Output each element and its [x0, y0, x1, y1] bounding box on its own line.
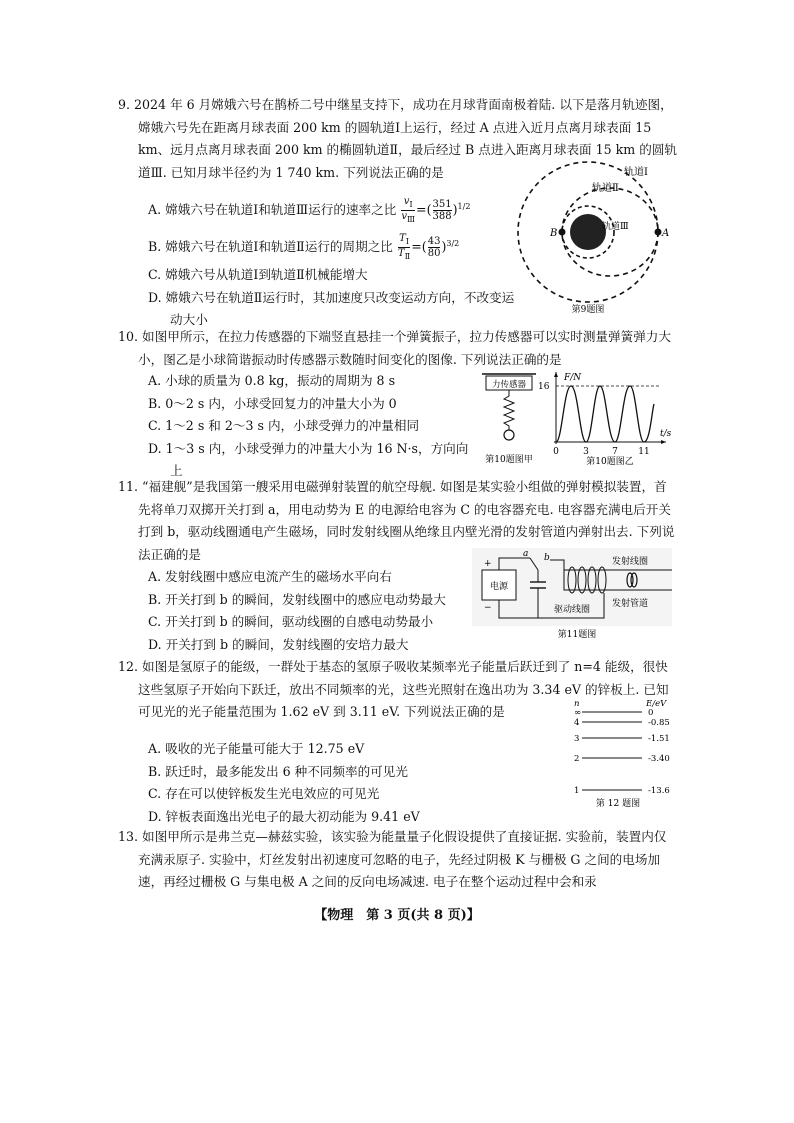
tick-0: 0 — [553, 447, 559, 457]
q9-b-eq: =( — [411, 239, 427, 255]
q9-b-t1: T — [399, 233, 406, 245]
q9-a-text: A. 嫦娥六号在轨道Ⅰ和轨道Ⅲ运行的速率之比 — [148, 202, 397, 218]
level-1-n: 1 — [574, 786, 580, 796]
point-b-dot — [559, 229, 566, 236]
q11-option-d: D. 开关打到 b 的瞬间，发射线圈的安培力最大 — [148, 636, 409, 652]
q12-caption: 第 12 题图 — [595, 799, 641, 809]
x-arrow — [661, 440, 666, 444]
tick-3: 3 — [583, 447, 589, 457]
orbit-2-label: 轨道Ⅱ — [592, 183, 619, 194]
q11-stem: 11. “福建舰”是我国第一艘采用电磁弹射装置的航空母舰. 如图是某实验小组做的弹射模拟装置，首先将单刀双掷开关打到 a，用电动势为 E 的电源给电容为 C 的电容器充电. 电容器充满电后开关打到 b，驱动线圈通电产生磁场，同时发射线圈从绝缘且内壁光滑的发射管道内弹射出去. 下列说法正确的是 — [118, 479, 675, 562]
switch-b-label: b — [544, 553, 550, 563]
orbit-1-label: 轨道Ⅰ — [624, 167, 648, 178]
q9-b-fraction — [428, 236, 441, 259]
q12-option-a: A. 吸收的光子能量可能大于 12.75 eV — [148, 741, 365, 756]
q10-option-b: B. 0～2 s 内，小球受回复力的冲量大小为 0 — [148, 395, 397, 411]
q9-a-exp: 1/2 — [457, 202, 471, 211]
q9-b-t2: T — [397, 248, 405, 260]
q9-option-c: C. 嫦娥六号从轨道Ⅰ到轨道Ⅱ机械能增大 — [148, 267, 368, 283]
q9-stem: 9. 2024 年 6 月嫦娥六号在鹊桥二号中继星支持下，成功在月球背面南极着陆. 以下是落月轨迹图，嫦娥六号先在距离月球表面 200 km 的圆轨道Ⅰ上运行，经过 A 点进入近月点离月球表面 15 km、远月点离月球表面 200 km 的椭圆轨道Ⅱ，最后经过 B 点进入距离月球表面 15 km 的圆轨道Ⅲ. 已知月球半径约为 1 740 km. 下列说法正确的是 — [118, 97, 678, 180]
tube-label: 发射管道 — [612, 599, 649, 609]
q10-stem: 10. 如图甲所示，在拉力传感器的下端竖直悬挂一个弹簧振子，拉力传感器可以实时测量弹簧弹力大小，图乙是小球简谐振动时传感器示数随时间变化的图像. 下列说法正确的是 — [118, 329, 671, 367]
force-curve — [556, 386, 654, 442]
launch-coil-label: 发射线圈 — [612, 557, 649, 567]
y-axis-label: F/N — [564, 373, 582, 383]
q10-option-d: D. 1～3 s 内，小球受弹力的冲量大小为 16 N·s，方向向上 — [148, 440, 469, 478]
q9-a-sub1: Ⅰ — [409, 199, 413, 210]
level-1-e: -13.6 — [648, 786, 670, 796]
q11-caption: 第11题图 — [557, 630, 597, 640]
q9-a-fraction — [433, 199, 452, 222]
tick-7: 7 — [612, 447, 618, 457]
level-3-n: 3 — [574, 734, 580, 744]
q9-a-close: ) — [452, 202, 458, 218]
q9-a-v3: v — [401, 211, 407, 223]
q12-option-b: B. 跃迁时，最多能发出 6 种不同频率的可见光 — [148, 763, 408, 779]
page-footer: 【物理 第 3 页(共 8 页)】 — [314, 908, 480, 923]
level-4-e: -0.85 — [648, 718, 670, 728]
q9-b-text: B. 嫦娥六号在轨道Ⅰ和轨道Ⅱ运行的周期之比 — [148, 239, 393, 255]
q9-option-b — [148, 227, 518, 264]
q12-options — [118, 738, 498, 828]
level-2-e: -3.40 — [648, 754, 670, 764]
point-a-label: A — [662, 228, 670, 239]
moon — [570, 214, 606, 250]
y-arrow — [554, 372, 558, 377]
q10-option-a: A. 小球的质量为 0.8 kg，振动的周期为 8 s — [148, 373, 396, 388]
level-inf-n: ∞ — [574, 708, 582, 718]
sensor-label: 力传感器 — [491, 380, 527, 390]
q9-b-fd: 80 — [427, 248, 441, 260]
switch-a-label: a — [523, 549, 529, 559]
q9-options — [118, 190, 518, 332]
q12-stem: 12. 如图是氢原子的能级，一群处于基态的氢原子吸收某频率光子能量后跃迁到了 n=4 能级，很快这些氢原子开始向下跃迁，放出不同频率的光，这些光照射在逸出功为 3.34 eV 的锌板上. 已知可见光的光子能量范围为 1.62 eV 到 3.11 eV. 下列说法正确的是 — [118, 659, 669, 719]
tick-11: 11 — [638, 447, 650, 457]
q13-stem: 13. 如图甲所示是弗兰克—赫兹实验，该实验为能量量子化假设提供了直接证据. 实验前，装置内仅充满汞原子. 实验中，灯丝发射出初速度可忽略的电子，先经过阴极 K 与栅极 G 之间的电场加速，再经过栅极 G 与集电极 A 之间的反向电场减速. 电子在整个运动过程中会和汞 — [118, 829, 667, 889]
drive-coil-label: 驱动线圈 — [554, 605, 591, 615]
q12-option-c: C. 存在可以使锌板发生光电效应的可见光 — [148, 786, 380, 801]
y-max-label: 16 — [538, 382, 550, 392]
q11-option-c: C. 开关打到 b 的瞬间，驱动线圈的自感电动势最小 — [148, 614, 434, 629]
q9-option-d: D. 嫦娥六号在轨道Ⅱ运行时，其加速度只改变运动方向，不改变运动大小 — [148, 289, 515, 328]
energy-header: E/eV — [646, 699, 667, 709]
point-a-dot — [655, 229, 662, 236]
x-axis-label: t/s — [660, 429, 672, 439]
minus-label: − — [484, 603, 492, 613]
orbit-3-label: 轨道Ⅲ — [602, 222, 629, 232]
point-b-label: B — [550, 228, 558, 239]
q9-option-a — [148, 190, 518, 227]
q10-caption-b: 第10题图乙 — [586, 457, 634, 466]
q9-b-sub1: Ⅰ — [405, 236, 410, 247]
source-label: 电源 — [489, 582, 509, 592]
q9-b-ratio — [398, 233, 410, 262]
level-3-e: -1.51 — [648, 734, 670, 744]
n-header: n — [574, 699, 580, 709]
q10-options — [118, 370, 478, 483]
q10-option-c: C. 1～2 s 和 2～3 s 内，小球受弹力的冲量相同 — [148, 418, 420, 433]
q9-caption: 第9题图 — [571, 305, 605, 315]
q9-a-sub3: Ⅲ — [407, 214, 416, 225]
level-2-n: 2 — [574, 754, 580, 764]
question-10 — [118, 326, 678, 371]
spring — [504, 390, 514, 430]
q9-a-fn: 351 — [432, 199, 452, 211]
q9-b-sub2: Ⅱ — [404, 251, 411, 262]
q9-a-fd: 388 — [432, 211, 452, 223]
q9-b-close: ) — [441, 239, 447, 255]
q12-energy-level-figure — [568, 696, 678, 810]
q10-caption-a: 第10题图甲 — [485, 455, 533, 465]
level-inf-e: 0 — [648, 708, 654, 718]
q9-orbit-figure — [510, 160, 670, 320]
q10-figure — [482, 370, 672, 466]
q9-b-exp: 3/2 — [446, 239, 460, 249]
q9-a-eq: =( — [416, 202, 432, 218]
q11-options — [118, 566, 468, 656]
q11-option-a: A. 发射线圈中感应电流产生的磁场水平向右 — [148, 569, 392, 584]
plus-label: + — [484, 559, 492, 569]
level-4-n: 4 — [574, 718, 580, 728]
q12-option-d: D. 锌板表面逸出光电子的最大初动能为 9.41 eV — [148, 808, 420, 824]
q9-a-ratio — [401, 196, 415, 225]
q11-circuit-figure — [472, 548, 672, 640]
q9-a-v1: v — [403, 196, 410, 208]
q9-b-fn: 43 — [427, 236, 441, 248]
ball — [504, 430, 514, 440]
q11-option-b: B. 开关打到 b 的瞬间，发射线圈中的感应电动势最大 — [148, 591, 446, 607]
question-13 — [118, 826, 678, 894]
